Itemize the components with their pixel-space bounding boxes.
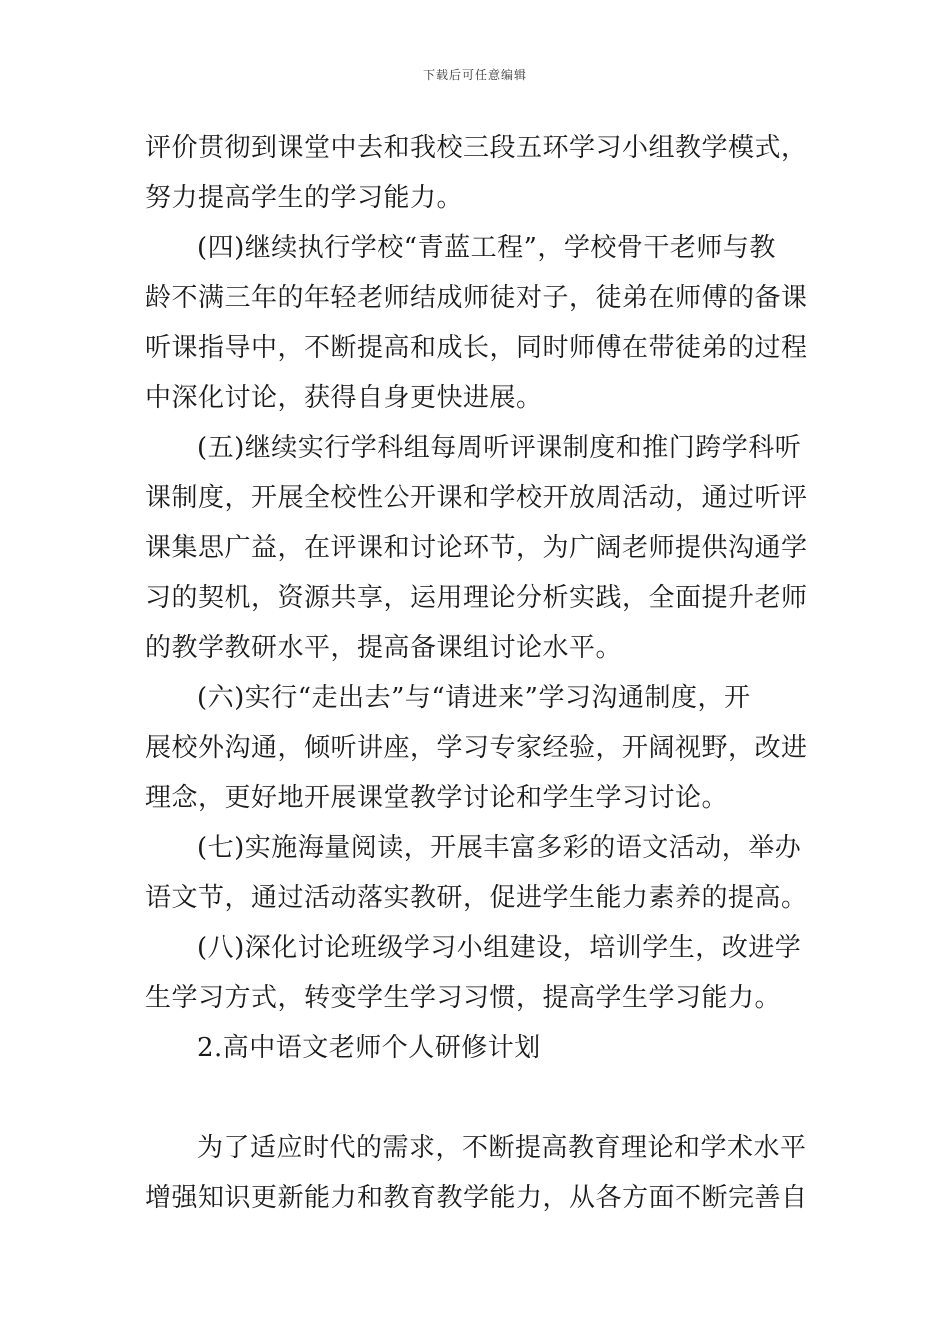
text-line: 评价贯彻到课堂中去和我校三段五环学习小组教学模式， — [145, 133, 808, 163]
text-line: 龄不满三年的年轻老师结成师徒对子，徒弟在师傅的备课 — [145, 283, 808, 313]
paragraph-six-start: (六)实行“走出去”与“请进来”学习沟通制度，开 — [197, 683, 751, 713]
text-line: 增强知识更新能力和教育教学能力，从各方面不断完善自 — [145, 1183, 808, 1213]
text-line: 习的契机，资源共享，运用理论分析实践，全面提升老师 — [145, 583, 808, 613]
section-heading: 2.高中语文老师个人研修计划 — [197, 1033, 541, 1063]
text-line: 语文节，通过活动落实教研，促进学生能力素养的提高。 — [145, 883, 808, 913]
paragraph-seven-start: (七)实施海量阅读，开展丰富多彩的语文活动，举办 — [197, 833, 802, 863]
text-line: 的教学教研水平，提高备课组讨论水平。 — [145, 633, 623, 663]
text-line: 课制度，开展全校性公开课和学校开放周活动，通过听评 — [145, 483, 808, 513]
text-line: 生学习方式，转变学生学习习惯，提高学生学习能力。 — [145, 983, 782, 1013]
paragraph-eight-start: (八)深化讨论班级学习小组建设，培训学生，改进学 — [197, 933, 802, 963]
paragraph-five-start: (五)继续实行学科组每周听评课制度和推门跨学科听 — [197, 433, 802, 463]
paragraph-intro-start: 为了适应时代的需求，不断提高教育理论和学术水平 — [197, 1133, 807, 1163]
page-header-note: 下载后可任意编辑 — [422, 68, 527, 82]
paragraph-four-start: (四)继续执行学校“青蓝工程”，学校骨干老师与教 — [197, 233, 776, 263]
text-line: 中深化讨论，获得自身更快进展。 — [145, 383, 543, 413]
text-line: 听课指导中，不断提高和成长，同时师傅在带徒弟的过程 — [145, 333, 808, 363]
text-line: 展校外沟通，倾听讲座，学习专家经验，开阔视野，改进 — [145, 733, 808, 763]
text-line: 努力提高学生的学习能力。 — [145, 183, 464, 213]
text-line: 课集思广益，在评课和讨论环节，为广阔老师提供沟通学 — [145, 533, 808, 563]
text-line: 理念，更好地开展课堂教学讨论和学生学习讨论。 — [145, 783, 729, 813]
